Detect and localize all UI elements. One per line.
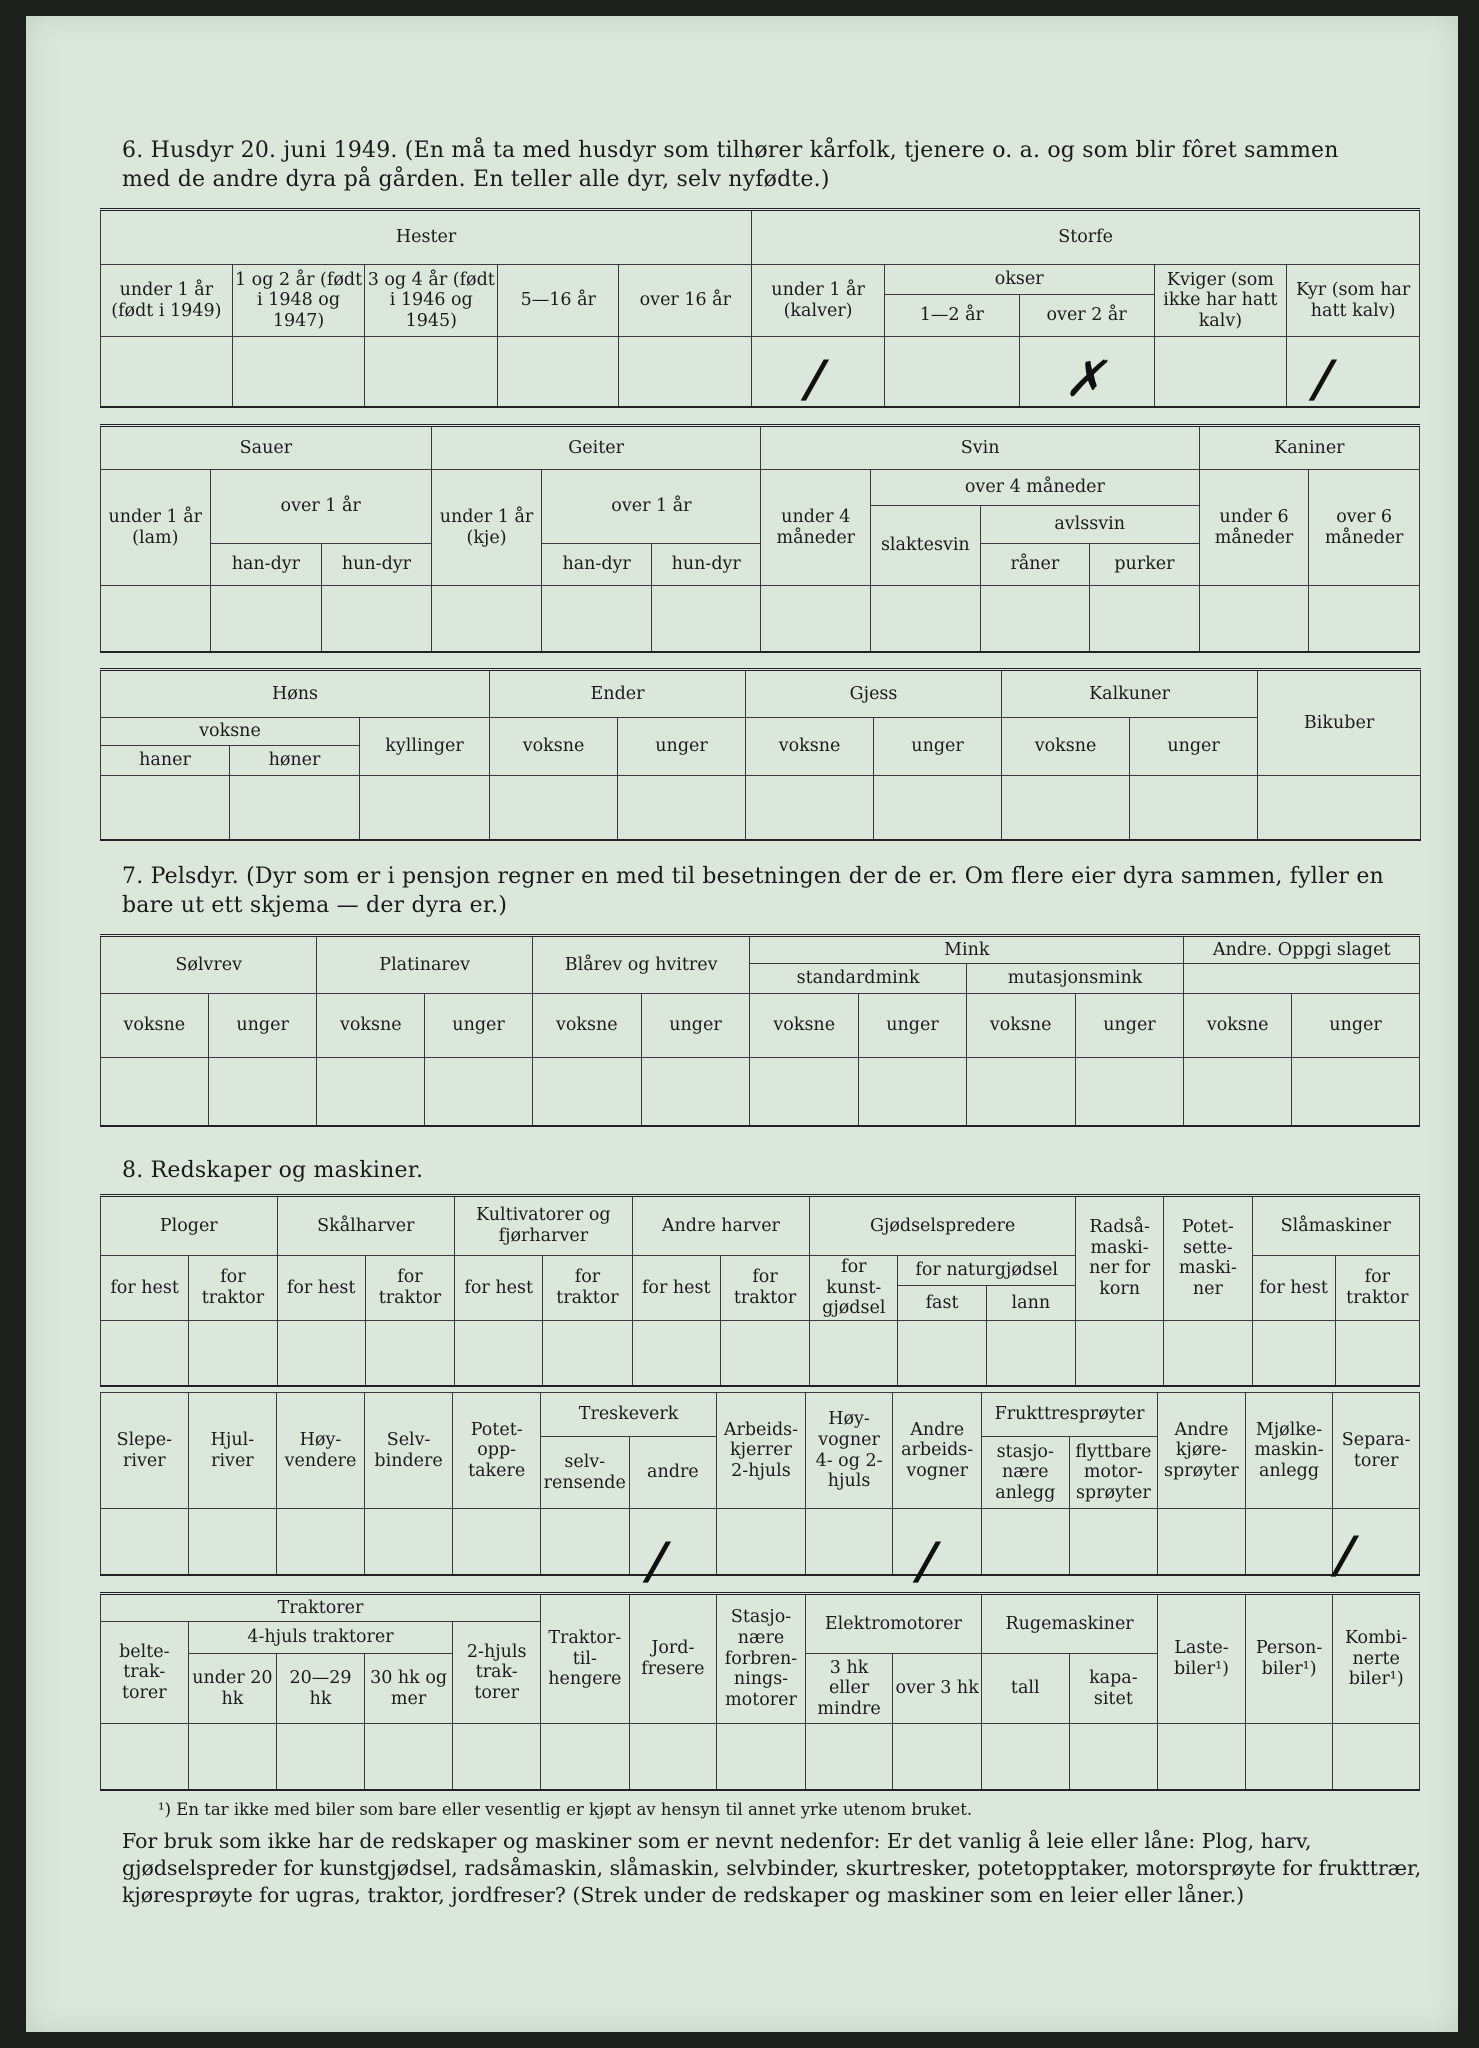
table-redskaper-3 <box>100 1592 1420 1791</box>
col-header: unger <box>425 994 533 1058</box>
entry-cell[interactable] <box>1075 1320 1163 1386</box>
entry-cell[interactable] <box>1199 586 1309 652</box>
col-header: kyllinger <box>360 718 490 776</box>
sauer-header: Sauer <box>101 426 432 470</box>
col-header: kapa-sitet <box>1069 1654 1158 1724</box>
ender-header: Ender <box>490 670 746 718</box>
col-header: voksne <box>101 718 360 746</box>
col-header: Arbeids-kjerrer 2-hjuls <box>717 1393 806 1509</box>
entry-cell[interactable] <box>1130 776 1258 840</box>
solvrev-header: Sølvrev <box>101 936 317 994</box>
col-header: over 1 år <box>210 470 431 544</box>
bikuber-header: Bikuber <box>1258 670 1421 776</box>
entry-cell[interactable] <box>893 1724 982 1790</box>
entry-cell[interactable] <box>540 1509 629 1575</box>
form-page <box>26 16 1458 2032</box>
col-header: Andre arbeids-vogner <box>893 1393 982 1509</box>
col-header: standardmink <box>750 964 966 994</box>
col-header: over 16 år <box>619 265 752 337</box>
col-header: 1 og 2 år (født i 1948 og 1947) <box>232 265 365 337</box>
entry-cell[interactable] <box>986 1320 1075 1386</box>
entry-cell[interactable] <box>542 586 652 652</box>
handwritten-slash-treskeverk: / <box>640 1532 674 1590</box>
col-header: Person-biler¹) <box>1245 1594 1333 1724</box>
entry-cell[interactable] <box>543 1320 632 1386</box>
andre-harver-header: Andre harver <box>632 1196 810 1256</box>
entry-cell[interactable] <box>453 1724 541 1790</box>
entry-cell[interactable] <box>618 776 746 840</box>
entry-cell[interactable] <box>208 1058 317 1126</box>
entry-cell[interactable] <box>490 776 618 840</box>
entry-cell[interactable] <box>1309 586 1420 652</box>
col-header: for hest <box>101 1256 189 1321</box>
col-header: unger <box>1075 994 1184 1058</box>
col-header: han-dyr <box>542 544 652 586</box>
entry-cell[interactable] <box>365 1320 454 1386</box>
mink-header: Mink <box>750 936 1184 964</box>
entry-cell[interactable] <box>619 337 752 407</box>
section-8-title: 8. Redskaper og maskiner. <box>122 1158 424 1183</box>
platinarev-header: Platinarev <box>317 936 532 994</box>
gjess-header: Gjess <box>746 670 1002 718</box>
col-header: voksne <box>317 994 425 1058</box>
entry-cell[interactable] <box>874 776 1002 840</box>
col-header: hun-dyr <box>651 544 761 586</box>
col-header: under 20 hk <box>188 1654 277 1724</box>
entry-cell[interactable] <box>101 776 230 840</box>
col-header: 3 og 4 år (født i 1946 og 1945) <box>365 265 498 337</box>
col-header: voksne <box>1184 994 1292 1058</box>
col-header: andre <box>629 1437 717 1509</box>
col-header: 20—29 hk <box>277 1654 365 1724</box>
col-header: tall <box>981 1654 1069 1724</box>
ruge-header: Rugemaskiner <box>981 1594 1157 1654</box>
entry-cell[interactable] <box>101 1058 209 1126</box>
col-header: Laste-biler¹) <box>1158 1594 1246 1724</box>
col-header: høner <box>230 746 360 776</box>
handwritten-slash-kalver: / <box>798 350 832 408</box>
entry-cell[interactable] <box>1287 337 1420 407</box>
col-header: stasjo-nære anlegg <box>981 1437 1069 1509</box>
col-header: over 3 hk <box>893 1654 982 1724</box>
col-header: for traktor <box>543 1256 632 1321</box>
col-header: voksne <box>532 994 641 1058</box>
entry-cell[interactable] <box>232 337 365 407</box>
col-header: unger <box>859 994 967 1058</box>
entry-cell[interactable] <box>101 1724 189 1790</box>
entry-cell[interactable] <box>720 1320 809 1386</box>
entry-cell[interactable] <box>188 1509 277 1575</box>
col-header: for hest <box>455 1256 543 1321</box>
handwritten-cross-okser: ✗ <box>1060 350 1118 408</box>
handwritten-slash-kyr: / <box>1306 350 1340 408</box>
col-header: flyttbare motor-sprøyter <box>1069 1437 1158 1509</box>
entry-cell[interactable] <box>541 1724 630 1790</box>
col-header: han-dyr <box>210 544 322 586</box>
hons-header: Høns <box>101 670 490 718</box>
col-header: Potet-opp-takere <box>453 1393 541 1509</box>
entry-cell[interactable] <box>364 1509 453 1575</box>
col-header: lann <box>986 1286 1075 1321</box>
entry-cell[interactable] <box>453 1509 541 1575</box>
entry-cell[interactable] <box>277 1320 365 1386</box>
entry-cell[interactable] <box>859 1058 967 1126</box>
entry-cell[interactable] <box>629 1724 717 1790</box>
entry-cell[interactable] <box>1069 1509 1158 1575</box>
entry-cell[interactable] <box>1075 1058 1184 1126</box>
entry-cell[interactable] <box>230 776 360 840</box>
col-header: voksne <box>101 994 209 1058</box>
skalharver-header: Skålharver <box>277 1196 455 1256</box>
col-header: 4-hjuls traktorer <box>188 1622 453 1654</box>
elektro-header: Elektromotorer <box>805 1594 981 1654</box>
col-header: hun-dyr <box>322 544 432 586</box>
entry-cell[interactable] <box>641 1058 750 1126</box>
col-header: under 1 år (kje) <box>431 470 542 586</box>
entry-cell[interactable] <box>455 1320 543 1386</box>
geiter-header: Geiter <box>431 426 761 470</box>
col-header: haner <box>101 746 230 776</box>
entry-cell[interactable] <box>981 1724 1069 1790</box>
entry-cell[interactable] <box>365 337 498 407</box>
entry-cell[interactable] <box>101 586 211 652</box>
col-header: under 1 år (født i 1949) <box>101 265 233 337</box>
col-header: unger <box>618 718 746 776</box>
col-header: Slepe-river <box>101 1393 189 1509</box>
entry-cell[interactable] <box>1245 1724 1333 1790</box>
col-header: Kombi-nerte biler¹) <box>1333 1594 1420 1724</box>
entry-cell[interactable] <box>1069 1724 1158 1790</box>
table-fjorfe <box>100 668 1421 841</box>
entry-cell[interactable] <box>717 1509 806 1575</box>
table-hester-storfe <box>100 208 1420 408</box>
entry-cell[interactable] <box>425 1058 533 1126</box>
blank-header <box>1184 964 1420 994</box>
col-header: belte-trak-torer <box>101 1622 189 1724</box>
col-header: Selv-bindere <box>364 1393 453 1509</box>
traktorer-header: Traktorer <box>101 1594 541 1622</box>
col-header: for naturgjødsel <box>898 1256 1076 1286</box>
col-header: råner <box>980 544 1090 586</box>
entry-cell[interactable] <box>717 1724 806 1790</box>
entry-cell[interactable] <box>1164 1320 1252 1386</box>
entry-cell[interactable] <box>884 337 1019 407</box>
storfe-header: Storfe <box>752 210 1420 265</box>
entry-cell[interactable] <box>966 1058 1075 1126</box>
col-header: 30 hk og mer <box>364 1654 453 1724</box>
col-header: Potet-sette-maski-ner <box>1164 1196 1252 1321</box>
col-header: 2-hjuls trak-torer <box>453 1622 541 1724</box>
entry-cell[interactable] <box>532 1058 641 1126</box>
fruktspr-header: Frukttresprøyter <box>981 1393 1157 1437</box>
entry-cell[interactable] <box>498 337 619 407</box>
col-header: Jord-fresere <box>629 1594 717 1724</box>
col-header: Separa-torer <box>1333 1393 1420 1509</box>
entry-cell[interactable] <box>189 1320 277 1386</box>
entry-cell[interactable] <box>188 1724 277 1790</box>
entry-cell[interactable] <box>1252 1320 1335 1386</box>
col-header: over 1 år <box>542 470 761 544</box>
kalkuner-header: Kalkuner <box>1002 670 1258 718</box>
entry-cell[interactable] <box>1158 1724 1246 1790</box>
col-header: Andre kjøre-sprøyter <box>1158 1393 1246 1509</box>
col-header: Kviger (som ikke har hatt kalv) <box>1154 265 1287 337</box>
col-header: Høy-vendere <box>277 1393 365 1509</box>
entry-cell[interactable] <box>277 1509 365 1575</box>
entry-cell[interactable] <box>1090 586 1200 652</box>
entry-cell[interactable] <box>746 776 874 840</box>
entry-cell[interactable] <box>632 1320 720 1386</box>
table-pelsdyr <box>100 934 1420 1127</box>
entry-cell[interactable] <box>805 1724 893 1790</box>
entry-cell[interactable] <box>898 1320 986 1386</box>
entry-cell[interactable] <box>1292 1058 1420 1126</box>
col-header: Radså-maski-ner for korn <box>1075 1196 1163 1321</box>
col-header: slaktesvin <box>871 506 981 586</box>
col-header: Høy-vogner 4- og 2-hjuls <box>805 1393 893 1509</box>
entry-cell[interactable] <box>750 1058 859 1126</box>
col-header: avlssvin <box>980 506 1199 544</box>
col-header: for hest <box>632 1256 720 1321</box>
entry-cell[interactable] <box>360 776 490 840</box>
entry-cell[interactable] <box>1245 1509 1333 1575</box>
table-redskaper-1 <box>100 1194 1420 1387</box>
entry-cell[interactable] <box>1002 776 1130 840</box>
entry-cell[interactable] <box>277 1724 365 1790</box>
col-header: fast <box>898 1286 986 1321</box>
entry-cell[interactable] <box>980 586 1090 652</box>
col-header: unger <box>641 994 750 1058</box>
entry-cell[interactable] <box>364 1724 453 1790</box>
col-header: over 2 år <box>1019 295 1154 337</box>
kultivatorer-header: Kultivatorer og fjørharver <box>455 1196 633 1256</box>
col-header: voksne <box>490 718 618 776</box>
section-7-title: 7. Pelsdyr. (Dyr som er i pensjon regner en med til besetningen der de er. Om flere eier dyra sammen, fyller en bare ut ett skjema — der dyra er.) <box>122 864 1384 918</box>
blarev-header: Blårev og hvitrev <box>532 936 749 994</box>
entry-cell[interactable] <box>651 586 761 652</box>
handwritten-slash-separatorer: / <box>1328 1526 1362 1584</box>
entry-cell[interactable] <box>761 586 871 652</box>
col-header: Hjul-river <box>188 1393 277 1509</box>
entry-cell[interactable] <box>101 1509 189 1575</box>
entry-cell[interactable] <box>1184 1058 1292 1126</box>
entry-cell[interactable] <box>431 586 542 652</box>
ploger-header: Ploger <box>101 1196 278 1256</box>
col-header: for traktor <box>720 1256 809 1321</box>
entry-cell[interactable] <box>101 1320 189 1386</box>
entry-cell[interactable] <box>317 1058 425 1126</box>
col-header: okser <box>884 265 1154 295</box>
col-header: unger <box>208 994 317 1058</box>
entry-cell[interactable] <box>1335 1320 1419 1386</box>
col-header: 3 hk eller mindre <box>805 1654 893 1724</box>
col-header: Kyr (som har hatt kalv) <box>1287 265 1420 337</box>
col-header: 5—16 år <box>498 265 619 337</box>
col-header: for hest <box>1252 1256 1335 1321</box>
col-header: voksne <box>746 718 874 776</box>
col-header: Stasjo-nære forbren-nings-motorer <box>717 1594 806 1724</box>
entry-cell[interactable] <box>871 586 981 652</box>
col-header: 1—2 år <box>884 295 1019 337</box>
kaniner-header: Kaniner <box>1199 426 1419 470</box>
entry-cell[interactable] <box>1158 1509 1246 1575</box>
col-header: voksne <box>750 994 859 1058</box>
col-header: for traktor <box>1335 1256 1419 1321</box>
col-header: Traktor-til-hengere <box>541 1594 630 1724</box>
entry-cell[interactable] <box>210 586 322 652</box>
svin-header: Svin <box>761 426 1199 470</box>
col-header: under 1 år (kalver) <box>752 265 885 337</box>
col-header: for traktor <box>365 1256 454 1321</box>
closing-paragraph: For bruk som ikke har de redskaper og maskiner som er nevnt nedenfor: Er det vanlig å leie eller låne: Plog, harv, gjødselspreder for kunstgjødsel, radsåmaskin, slåmaskin, selvbinder, skurtresker, potetopptaker, motorsprøyte for frukttrær, kjøresprøyte for ugras, traktor, jordfreser? (Strek under de redskaper og maskiner som en leier eller låner.) <box>122 1829 1422 1907</box>
entry-cell[interactable] <box>1154 337 1287 407</box>
col-header: Mjølke-maskin-anlegg <box>1245 1393 1333 1509</box>
entry-cell[interactable] <box>1258 776 1421 840</box>
col-header: under 6 måneder <box>1199 470 1309 586</box>
col-header: over 6 måneder <box>1309 470 1420 586</box>
col-header: voksne <box>966 994 1075 1058</box>
col-header: under 1 år (lam) <box>101 470 211 586</box>
entry-cell[interactable] <box>101 337 233 407</box>
entry-cell[interactable] <box>1333 1724 1420 1790</box>
col-header: purker <box>1090 544 1200 586</box>
col-header: for kunst-gjødsel <box>810 1256 898 1321</box>
col-header: for traktor <box>189 1256 277 1321</box>
table-sauer-geiter-svin <box>100 424 1420 653</box>
gjodsel-header: Gjødselspredere <box>810 1196 1076 1256</box>
treskeverk-header: Treskeverk <box>540 1393 716 1437</box>
slamaskiner-header: Slåmaskiner <box>1252 1196 1419 1256</box>
col-header: selv-rensende <box>540 1437 629 1509</box>
col-header: unger <box>1130 718 1258 776</box>
entry-cell[interactable] <box>805 1509 893 1575</box>
handwritten-slash-hoyvogner: / <box>910 1532 944 1590</box>
entry-cell[interactable] <box>322 586 432 652</box>
col-header: unger <box>1292 994 1420 1058</box>
section-6-title: 6. Husdyr 20. juni 1949. (En må ta med husdyr som tilhører kårfolk, tjenere o. a. og som blir fôret sammen med de andre dyra på gården. En teller alle dyr, selv nyfødte.) <box>122 138 1339 192</box>
col-header: unger <box>874 718 1002 776</box>
entry-cell[interactable] <box>981 1509 1069 1575</box>
col-header: under 4 måneder <box>761 470 871 586</box>
col-header: for hest <box>277 1256 365 1321</box>
entry-cell[interactable] <box>629 1509 717 1575</box>
andre-header: Andre. Oppgi slaget <box>1184 936 1420 964</box>
footnote: ¹) En tar ikke med biler som bare eller vesentlig er kjøpt av hensyn til annet yrke utenom bruket. <box>158 1800 973 1819</box>
col-header: over 4 måneder <box>871 470 1200 506</box>
hester-header: Hester <box>101 210 752 265</box>
table-redskaper-2 <box>100 1392 1420 1576</box>
col-header: voksne <box>1002 718 1130 776</box>
col-header: mutasjonsmink <box>966 964 1183 994</box>
entry-cell[interactable] <box>810 1320 898 1386</box>
